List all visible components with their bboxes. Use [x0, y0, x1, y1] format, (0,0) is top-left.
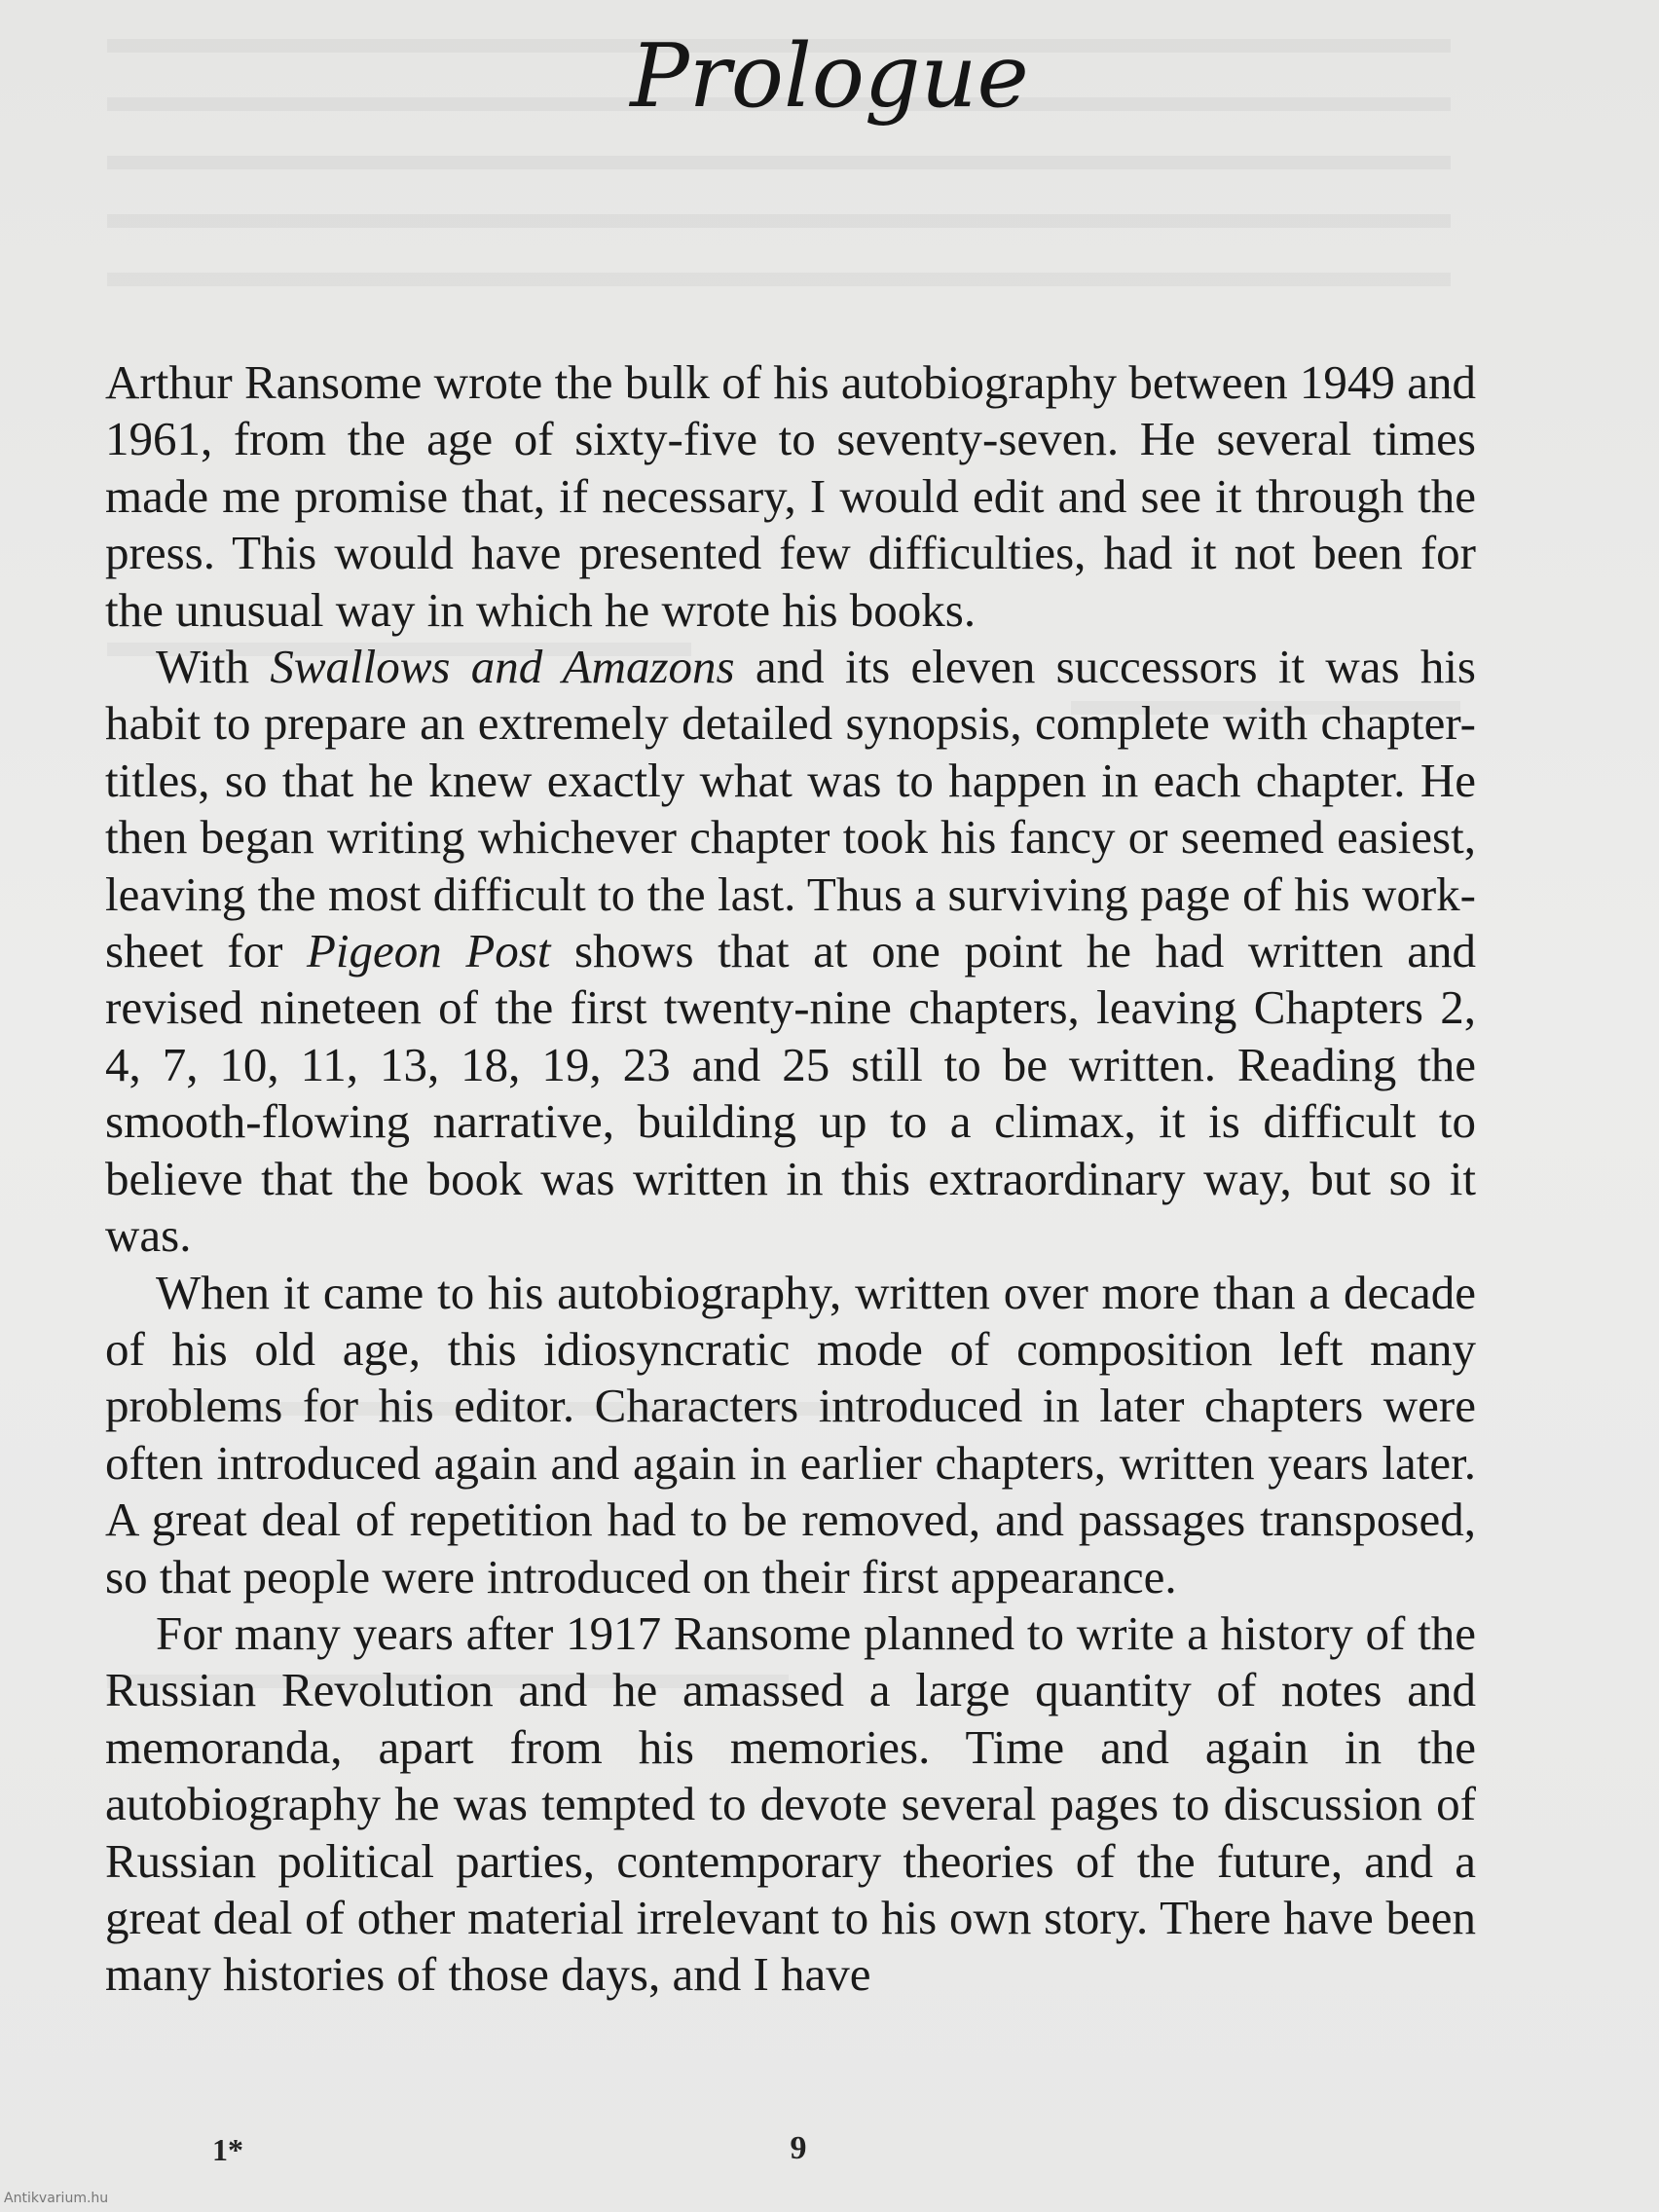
paragraph-1: Arthur Ransome wrote the bulk of his autobiography between 1949 and 1961, from the age of sixty-five to seventy-seven. He several times made me promise that, if necessary, I would edit and see it through the press. This would have presented few difficulties, had it not been for the unusual way in which he wrote his books. — [105, 355, 1476, 637]
paragraph-2: With Swallows and Amazons and its eleven successors it was his habit to prepare an extremely detailed synopsis, complete with chapter-titles, so that he knew exactly what was to happen in each chapter. He then began writing whichever chapter took his fancy or seemed easiest, leaving the most difficult to the last. Thus a surviving page of his work-sheet for Pigeon Post shows that at one point he had written and revised nineteen of the first twenty-nine chapters, leaving Chapters 2, 4, 7, 10, 11, 13, 18, 19, 23 and 25 still to be written. Reading the smooth-flowing narrative, building up to a climax, it is difficult to believe that the book was written in this extraordinary way, but so it was. — [105, 640, 1477, 1263]
paragraph-4: For many years after 1917 Ransome planned to write a history of the Russian Revolution and he amassed a large quantity of notes and memoranda, apart from his memories. Time and again in the autobiography he was tempted to devote several pages to discussion of Russian political parties, contemporary theories of the future, and a great deal of other material irrelevant to his own story. There have been many histories of those days, and I have — [105, 1605, 1476, 2002]
page-title: Prologue — [630, 25, 1029, 128]
body-text — [105, 354, 1476, 2004]
book-title-pigeon-post: Pigeon Post — [306, 924, 551, 978]
book-title-swallows: Swallows and Amazons — [270, 640, 735, 694]
paragraph-3: When it came to his autobiography, written over more than a decade of his old age, this idiosyncratic mode of composition left many problems for his editor. Characters introduced in later chapters were often introduced again and again in earlier chapters, written years later. A great deal of repetition had to be removed, and passages transposed, so that people were introduced on their first appearance. — [105, 1265, 1476, 1604]
page-number: 9 — [790, 2130, 807, 2166]
signature-mark: 1* — [212, 2132, 243, 2167]
watermark: Antikvarium.hu — [4, 2191, 109, 2206]
